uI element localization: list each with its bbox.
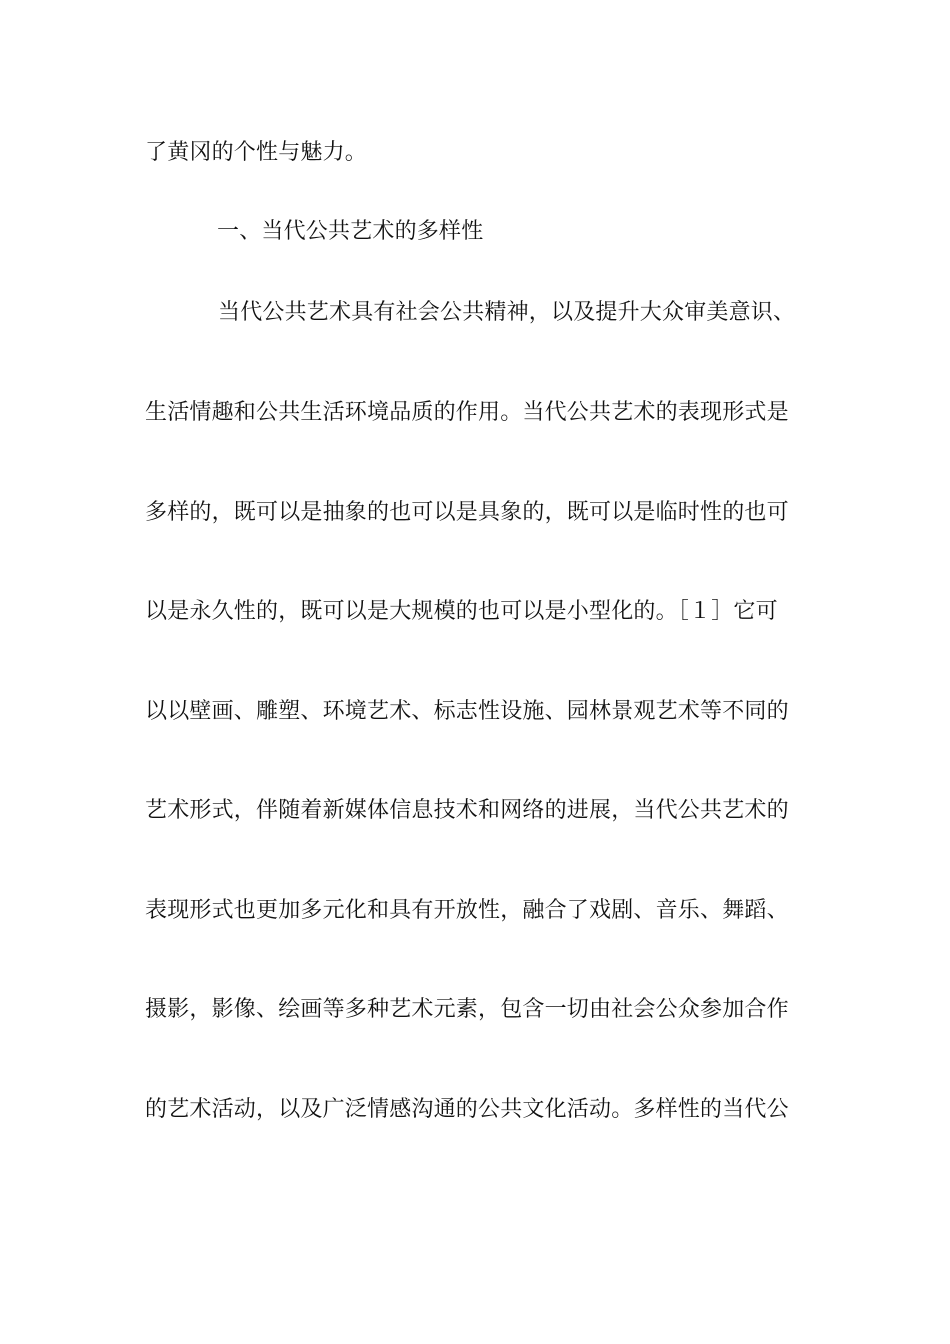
paragraph-line: 以以壁画、雕塑、环境艺术、标志性设施、园林景观艺术等不同的 — [145, 699, 789, 724]
paragraph-line: 摄影，影像、绘画等多种艺术元素，包含一切由社会公众参加合作 — [145, 997, 789, 1022]
section-heading: 一、当代公共艺术的多样性 — [217, 219, 484, 244]
paragraph-line: 以是永久性的，既可以是大规模的也可以是小型化的。［１］它可 — [145, 599, 778, 624]
paragraph-line: 表现形式也更加多元化和具有开放性，融合了戏剧、音乐、舞蹈、 — [145, 898, 789, 923]
paragraph-line: 了黄冈的个性与魅力。 — [145, 140, 368, 165]
paragraph-line: 的艺术活动，以及广泛情感沟通的公共文化活动。多样性的当代公 — [145, 1097, 789, 1122]
paragraph-line: 当代公共艺术具有社会公共精神，以及提升大众审美意识、 — [218, 300, 796, 325]
paragraph-line: 多样的，既可以是抽象的也可以是具象的，既可以是临时性的也可 — [145, 500, 789, 525]
paragraph-line: 艺术形式，伴随着新媒体信息技术和网络的进展，当代公共艺术的 — [145, 798, 789, 823]
paragraph-line: 生活情趣和公共生活环境品质的作用。当代公共艺术的表现形式是 — [145, 400, 789, 425]
